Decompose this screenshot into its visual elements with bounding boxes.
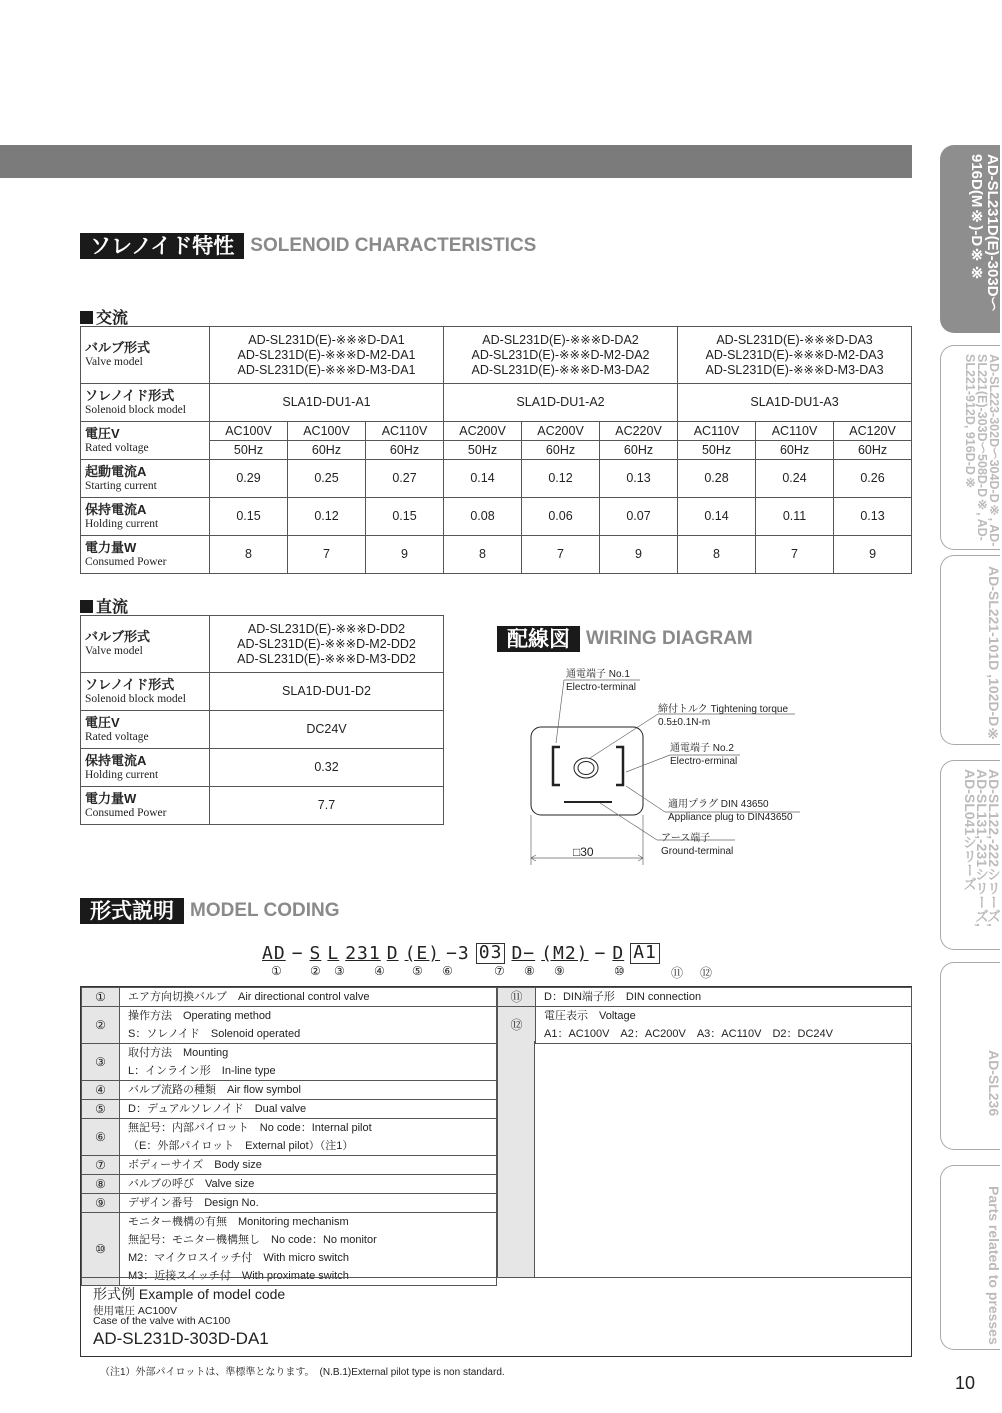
table-row (81, 616, 444, 673)
dimension-label: □30 (573, 845, 594, 859)
side-tab-ad-sl231d[interactable]: AD-SL231D(E)-303D～ 916D(M※)-D※※ (940, 145, 1000, 333)
row-label (81, 749, 210, 787)
model-coding-left-table (81, 987, 497, 1286)
row-label (81, 787, 210, 825)
description-line: ボディーサイズ Body size (128, 1159, 262, 1171)
holding-current-cell: 0.12 (288, 498, 366, 536)
table-row (82, 1007, 497, 1044)
solenoid-model: SLA1D-DU1-A2 (444, 384, 678, 422)
frequency-cell: 60Hz (834, 441, 912, 460)
solenoid-model: SLA1D-DU1-A1 (210, 384, 444, 422)
table-row (81, 711, 444, 749)
wiring-section-title (497, 626, 753, 652)
description-line: M3：近接スイッチ付 With proximate switch (128, 1270, 349, 1282)
code-part: L (327, 943, 340, 964)
model-coding-box (80, 986, 912, 1357)
valve-model: AD-SL231D(E)-※※※D-M3-DA2 (471, 362, 650, 377)
starting-current-cell: 0.28 (678, 460, 756, 498)
code-part: S (309, 943, 322, 964)
code-number: ⑫ (700, 966, 713, 980)
value-cell: AD-SL231D(E)-※※※D-DD2 AD-SL231D(E)-※※※D-M2-DD2 AD-SL231D(E)-※※※D-M3-DD2 (210, 616, 444, 673)
description-line: 無記号：モニター機構無し No code：No monitor (128, 1234, 377, 1246)
item-number: ⑤ (82, 1100, 120, 1119)
table-row (81, 673, 444, 711)
power-cell: 9 (366, 536, 444, 574)
holding-current-cell: 0.11 (756, 498, 834, 536)
voltage-cell: AC100V (210, 422, 288, 441)
item-number: ⑥ (82, 1119, 120, 1156)
code-part: −3 (446, 943, 470, 964)
item-number: ⑩ (82, 1213, 120, 1286)
ac-characteristics-table (80, 326, 912, 574)
divider (81, 1277, 911, 1278)
model-coding-right-table (497, 987, 912, 1044)
holding-current-cell: 0.14 (678, 498, 756, 536)
label-jp: 保持電流A (85, 752, 147, 768)
item-description (120, 1081, 497, 1100)
power-cell: 8 (678, 536, 756, 574)
description-line: モニター機構の有無 Monitoring mechanism (128, 1216, 349, 1228)
item-description (120, 1119, 497, 1156)
label-jp: 電圧V (85, 425, 120, 441)
frequency-cell: 50Hz (210, 441, 288, 460)
section-title-en: SOLENOID CHARACTERISTICS (250, 235, 537, 256)
description-line: デザイン番号 Design No. (128, 1197, 259, 1209)
description-line: （E：外部パイロット External pilot）（注1） (128, 1140, 354, 1152)
label-en: Consumed Power (85, 555, 167, 568)
label-jp: ソレノイド形式 (85, 676, 175, 692)
label-en: Valve model (85, 356, 143, 368)
table-row (82, 1119, 497, 1156)
section-title-jp: ソレノイド特性 (80, 233, 244, 259)
table-row (82, 1156, 497, 1175)
code-part: − (291, 943, 304, 964)
model-code-numbers (0, 964, 1000, 980)
code-part: A1 (630, 943, 660, 964)
label-en: Consumed Power (85, 806, 167, 819)
header-bar (0, 145, 912, 178)
item-description (536, 1007, 912, 1044)
frequency-cell: 60Hz (756, 441, 834, 460)
example-voltage-en: Case of the valve with AC100 (93, 1315, 231, 1327)
label-jp: ソレノイド形式 (85, 387, 175, 403)
solenoid-model: SLA1D-DU1-A3 (678, 384, 912, 422)
starting-current-cell: 0.25 (288, 460, 366, 498)
footnote: （注1）外部パイロットは、準標準となります。 (N.B.1)External pilot type is non standard. (100, 1367, 505, 1378)
power-cell: 7 (288, 536, 366, 574)
torque-value: 0.5±0.1N-m (658, 717, 711, 728)
plug-label-en: Appliance plug to DIN43650 (668, 812, 793, 823)
label-en: Rated voltage (85, 441, 149, 454)
label-en: Starting current (85, 479, 157, 492)
label-en: Solenoid block model (85, 403, 186, 416)
label-jp: バルブ形式 (85, 340, 151, 355)
holding-current-cell: 0.13 (834, 498, 912, 536)
holding-current-cell: 0.07 (600, 498, 678, 536)
wiring-diagram (490, 660, 810, 870)
label-jp: 保持電流A (85, 501, 147, 517)
description-line: D：DIN端子形 DIN connection (544, 991, 702, 1003)
power-cell: 7 (522, 536, 600, 574)
voltage-cell: AC120V (834, 422, 912, 441)
code-part: AD (262, 943, 286, 964)
valve-model-cell (444, 327, 678, 384)
valve-model: AD-SL231D(E)-※※※D-M2-DA2 (471, 347, 650, 362)
page-number: 10 (955, 1373, 976, 1393)
item-number: ⑫ (498, 1007, 536, 1044)
code-part: D (612, 943, 625, 964)
holding-current-cell: 0.15 (210, 498, 288, 536)
code-part: (E) (404, 943, 441, 964)
row-label (81, 536, 210, 574)
power-cell: 8 (210, 536, 288, 574)
frequency-cell: 60Hz (288, 441, 366, 460)
table-row (81, 422, 912, 441)
description-line: L：インライン形 In-line type (128, 1065, 276, 1077)
row-label (81, 384, 210, 422)
code-number: ⑩ (614, 964, 625, 978)
row-label (81, 460, 210, 498)
terminal2-label-en: Electro-erminal (670, 756, 738, 767)
value-cell: SLA1D-DU1-D2 (210, 673, 444, 711)
value-cell: DC24V (210, 711, 444, 749)
label-en: Solenoid block model (85, 692, 186, 705)
ground-label-en: Ground-terminal (661, 846, 734, 857)
item-number: ③ (82, 1044, 120, 1081)
power-cell: 7 (756, 536, 834, 574)
code-number: ⑧ (524, 964, 535, 978)
description-line: エア方向切換バルブ Air directional control valve (128, 991, 370, 1003)
voltage-cell: AC200V (522, 422, 600, 441)
table-row (81, 498, 912, 536)
table-row (81, 327, 912, 384)
holding-current-cell: 0.15 (366, 498, 444, 536)
starting-current-cell: 0.27 (366, 460, 444, 498)
item-number: ⑧ (82, 1175, 120, 1194)
code-part: − (594, 943, 607, 964)
value-cell: 7.7 (210, 787, 444, 825)
row-label (81, 673, 210, 711)
table-row (82, 1044, 497, 1081)
frequency-cell: 50Hz (678, 441, 756, 460)
plug-label-jp: 適用プラグ DIN 43650 (668, 799, 769, 810)
item-description (120, 1100, 497, 1119)
frequency-cell: 50Hz (444, 441, 522, 460)
valve-model: AD-SL231D(E)-※※※D-M2-DA1 (237, 347, 416, 362)
side-tab-ad-sl223[interactable]: AD-SL223-302D～304D-D※, AD-SL221(E)-303D～508D-D※, AD-SL221-912D, 916D-D※ (940, 345, 1000, 550)
item-description (120, 1044, 497, 1081)
code-number: ⑥ (442, 964, 453, 978)
description-line: A1：AC100V A2：AC200V A3：AC110V D2：DC24V (544, 1028, 833, 1040)
label-en: Holding current (85, 517, 159, 530)
item-number: ⑨ (82, 1194, 120, 1213)
code-part: 03 (476, 943, 506, 964)
label-en: Rated voltage (85, 730, 149, 743)
item-description (120, 1007, 497, 1044)
item-description (120, 1156, 497, 1175)
holding-current-cell: 0.08 (444, 498, 522, 536)
description-line: バルブの呼び Valve size (128, 1178, 255, 1190)
table-row (498, 1007, 912, 1044)
item-number: ① (82, 988, 120, 1007)
starting-current-cell: 0.26 (834, 460, 912, 498)
code-number: ⑪ (671, 966, 684, 980)
row-label (81, 498, 210, 536)
side-tab-ad-sl122[interactable]: AD-SL122,-222シリーズ, AD-SL131,-231シリーズ, AD-SL041シリーズ (940, 760, 1000, 950)
valve-model-cell (210, 327, 444, 384)
frequency-cell: 60Hz (522, 441, 600, 460)
code-part: D− (511, 943, 536, 964)
value-cell: 0.32 (210, 749, 444, 787)
table-row (82, 1100, 497, 1119)
code-number: ⑨ (554, 964, 565, 978)
starting-current-cell: 0.13 (600, 460, 678, 498)
description-line: M2：マイクロスイッチ付 With micro switch (128, 1252, 349, 1264)
label-jp: 電圧V (85, 714, 120, 730)
code-number: ⑤ (412, 964, 423, 978)
ground-label-jp: アース端子 (661, 833, 711, 844)
solenoid-section-title (80, 233, 536, 259)
description-line: 操作方法 Operating method (128, 1010, 272, 1022)
item-description (120, 988, 497, 1007)
side-tab-ad-sl221-101d[interactable]: AD-SL221-101D ,102D-D※ (940, 555, 1000, 745)
voltage-cell: AC110V (678, 422, 756, 441)
starting-current-cell: 0.24 (756, 460, 834, 498)
frequency-cell: 60Hz (600, 441, 678, 460)
voltage-cell: AC100V (288, 422, 366, 441)
voltage-cell: AC110V (756, 422, 834, 441)
label-jp: 電力量W (85, 790, 137, 806)
valve-model-cell (678, 327, 912, 384)
power-cell: 9 (834, 536, 912, 574)
example-code: AD-SL231D-303D-DA1 (93, 1329, 269, 1348)
table-row (82, 1081, 497, 1100)
row-label (81, 711, 210, 749)
power-cell: 8 (444, 536, 522, 574)
code-number: ④ (374, 964, 385, 978)
code-part: (M2) (541, 943, 589, 964)
item-number: ⑦ (82, 1156, 120, 1175)
terminal1-label-en: Electro-terminal (566, 682, 637, 693)
label-en: Holding current (85, 768, 159, 781)
label-jp: バルブ形式 (85, 629, 151, 644)
item-description (536, 988, 912, 1007)
ac-heading: 交流 (80, 305, 128, 328)
valve-model: AD-SL231D(E)-※※※D-DA3 (716, 332, 873, 347)
code-part: D (386, 943, 399, 964)
table-row (82, 1213, 497, 1286)
item-number: ② (82, 1007, 120, 1044)
section-title-en: MODEL CODING (190, 900, 340, 921)
example-title: 形式例 Example of model code (93, 1286, 286, 1302)
item-number: ④ (82, 1081, 120, 1100)
model-coding-section-title (80, 898, 340, 924)
valve-model: AD-SL231D(E)-※※※D-DA1 (248, 332, 405, 347)
table-row (81, 460, 912, 498)
valve-model: AD-SL231D(E)-※※※D-M2-DA3 (705, 347, 884, 362)
description-line: S：ソレノイド Solenoid operated (128, 1028, 301, 1040)
code-number: ② (310, 964, 321, 978)
code-number: ③ (334, 964, 345, 978)
description-line: バルブ流路の種類 Air flow symbol (128, 1084, 301, 1096)
table-row (82, 1194, 497, 1213)
torque-label: 締付トルク Tightening torque (658, 704, 789, 715)
terminal2-label-jp: 通電端子 No.2 (670, 743, 734, 754)
side-tab-ad-sl236[interactable]: AD-SL236 (940, 962, 1000, 1150)
table-row (498, 988, 912, 1007)
example-voltage-jp: 使用電圧 AC100V (93, 1305, 178, 1317)
starting-current-cell: 0.14 (444, 460, 522, 498)
description-line: 取付方法 Mounting (128, 1047, 229, 1059)
table-row (82, 1175, 497, 1194)
item-description (120, 1175, 497, 1194)
voltage-cell: AC110V (366, 422, 444, 441)
model-code-line (262, 943, 660, 964)
label-en: Valve model (85, 645, 143, 657)
valve-model: AD-SL231D(E)-※※※D-DA2 (482, 332, 639, 347)
section-title-jp: 配線図 (497, 626, 580, 652)
table-row (81, 787, 444, 825)
item-number: ⑪ (498, 988, 536, 1007)
dc-heading: 直流 (80, 594, 128, 617)
description-line: 無記号：内部パイロット No code：Internal pilot (128, 1122, 372, 1134)
item-description (120, 1194, 497, 1213)
code-part: 231 (345, 943, 381, 964)
description-line: 電圧表示 Voltage (544, 1010, 636, 1022)
voltage-cell: AC200V (444, 422, 522, 441)
starting-current-cell: 0.29 (210, 460, 288, 498)
voltage-cell: AC220V (600, 422, 678, 441)
table-row (82, 988, 497, 1007)
row-label (81, 616, 210, 673)
code-number: ① (271, 964, 282, 978)
terminal1-label-jp: 通電端子 No.1 (566, 669, 630, 680)
description-line: D：デュアルソレノイド Dual valve (128, 1103, 307, 1115)
holding-current-cell: 0.06 (522, 498, 600, 536)
section-title-en: WIRING DIAGRAM (586, 628, 753, 649)
dc-characteristics-table (80, 615, 444, 825)
starting-current-cell: 0.12 (522, 460, 600, 498)
item-description (120, 1213, 497, 1286)
row-label (81, 327, 210, 384)
code-number: ⑦ (494, 964, 505, 978)
table-row (81, 536, 912, 574)
valve-model: AD-SL231D(E)-※※※D-M3-DA1 (237, 362, 416, 377)
frequency-cell: 60Hz (366, 441, 444, 460)
table-row (81, 384, 912, 422)
valve-model: AD-SL231D(E)-※※※D-M3-DA3 (705, 362, 884, 377)
label-jp: 電力量W (85, 539, 137, 555)
table-row (81, 749, 444, 787)
number-column-fill (497, 1041, 535, 1278)
row-label (81, 422, 210, 460)
side-tab-parts-presses[interactable]: Parts related to presses (940, 1165, 1000, 1350)
power-cell: 9 (600, 536, 678, 574)
label-jp: 起動電流A (85, 463, 147, 479)
section-title-jp: 形式説明 (80, 898, 184, 924)
